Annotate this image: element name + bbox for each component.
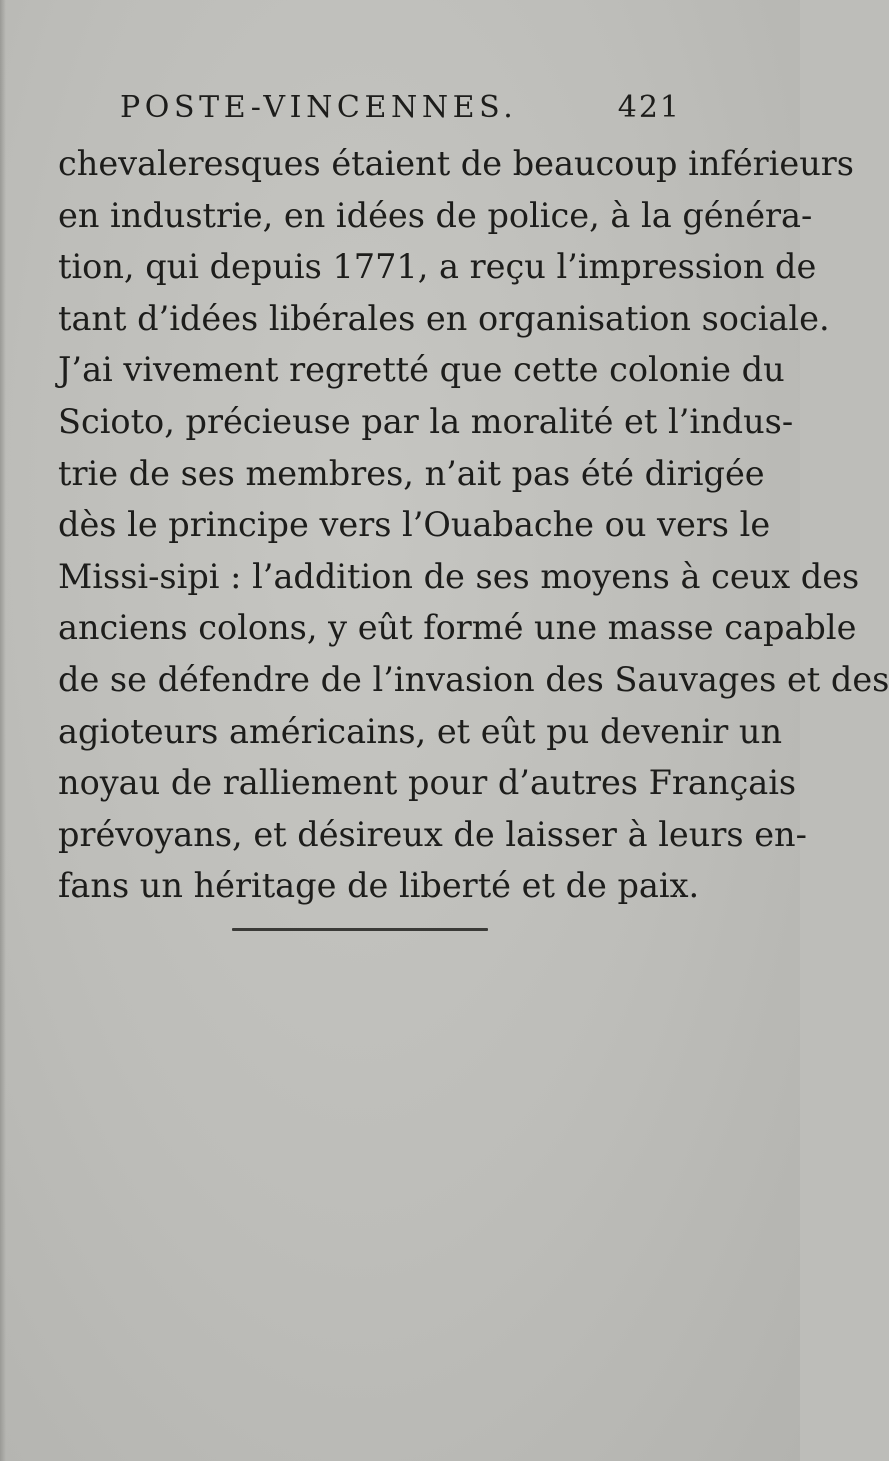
text-line: trie de ses membres, n’ait pas été dirigée xyxy=(58,453,765,493)
page-number: 421 xyxy=(617,90,681,125)
text-line: Missi-sipi : l’addition de ses moyens à ceux des xyxy=(58,556,860,596)
text-line: fans un héritage de liberté et de paix. xyxy=(58,866,700,906)
section-end-rule xyxy=(232,928,488,931)
text-line: de se défendre de l’invasion des Sauvages et des xyxy=(58,659,889,699)
page-edge-shadow xyxy=(0,0,6,1461)
text-line: dès le principe vers l’Ouabache ou vers le xyxy=(58,505,771,545)
text-line: tion, qui depuis 1771, a reçu l’impression de xyxy=(58,247,817,287)
text-line: prévoyans, et désireux de laisser à leurs en- xyxy=(58,814,807,854)
text-line: tant d’idées libérales en organisation sociale. xyxy=(58,298,830,338)
text-line: anciens colons, y eût formé une masse capable xyxy=(58,608,857,648)
text-line: Scioto, précieuse par la moralité et l’indus- xyxy=(58,401,794,441)
text-line: chevaleresques étaient de beaucoup inférieurs xyxy=(58,144,854,183)
text-line: agioteurs américains, et eût pu devenir un xyxy=(58,711,783,751)
page-header xyxy=(120,88,680,128)
text-line: J’ai vivement regretté que cette colonie du xyxy=(58,350,785,390)
text-line: noyau de ralliement pour d’autres Français xyxy=(58,763,797,803)
text-line: en industrie, en idées de police, à la généra- xyxy=(58,195,813,235)
running-title: POSTE-VINCENNES. xyxy=(120,90,518,125)
body-text xyxy=(58,138,889,912)
